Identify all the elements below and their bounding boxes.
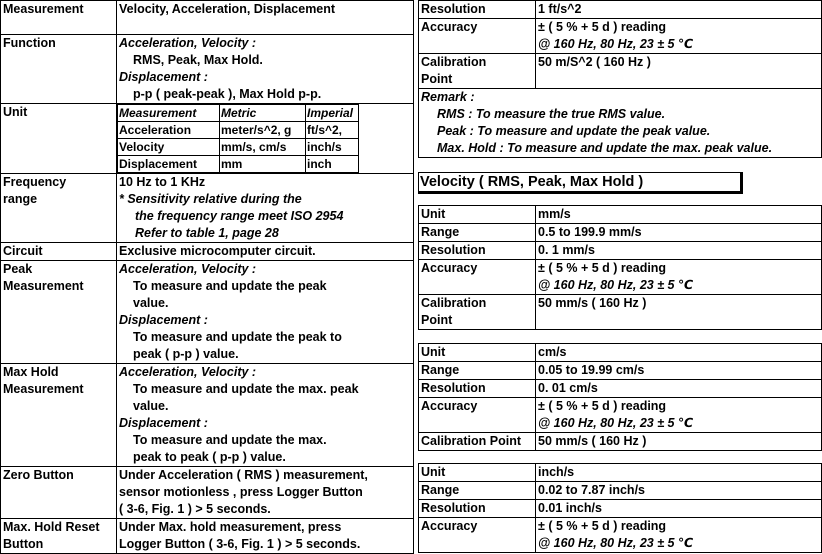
remark-label: Remark : xyxy=(421,90,475,104)
peak-label-line: Peak xyxy=(3,262,33,276)
remark-line: Peak : To measure and update the peak value. xyxy=(437,124,711,138)
velocity-mm-table xyxy=(418,205,822,330)
function-value xyxy=(117,35,414,104)
calibration-label-line: Calibration xyxy=(421,296,487,310)
right-spec-column xyxy=(416,0,822,158)
accuracy-line: ± ( 5 % + 5 d ) reading xyxy=(538,519,667,533)
zero-line: ( 3-6, Fig. 1 ) > 5 seconds. xyxy=(119,502,271,516)
maxreset-label xyxy=(1,519,117,554)
maxreset-value xyxy=(117,519,414,554)
maxreset-line: Logger Button ( 3-6, Fig. 1 ) > 5 seconds. xyxy=(119,537,361,551)
zero-button-value xyxy=(117,467,414,519)
resolution-label: Resolution xyxy=(419,500,536,518)
unit-value: inch/s xyxy=(536,464,822,482)
remark-line: Max. Hold : To measure and update the max. peak value. xyxy=(437,141,773,155)
accel-imperial-table xyxy=(418,0,822,158)
frequency-label xyxy=(1,174,117,243)
velocity-cm-table xyxy=(418,343,822,451)
accuracy-label: Accuracy xyxy=(419,398,536,433)
peak-line: To measure and update the peak xyxy=(133,279,327,293)
calibration-label xyxy=(419,54,536,89)
peak-label-line: Measurement xyxy=(3,279,84,293)
velocity-cm-block xyxy=(416,343,822,451)
resolution-value: 1 ft/s^2 xyxy=(536,1,822,19)
accuracy-label: Accuracy xyxy=(419,260,536,295)
measurement-value: Velocity, Acceleration, Displacement xyxy=(117,1,414,35)
unit-cell: inch xyxy=(306,156,359,173)
circuit-value: Exclusive microcomputer circuit. xyxy=(117,243,414,261)
function-line: p-p ( peak-peak ), Max Hold p-p. xyxy=(133,87,322,101)
zero-button-label: Zero Button xyxy=(1,467,117,519)
accuracy-value xyxy=(536,518,822,553)
frequency-line: the frequency range meet ISO 2954 xyxy=(135,209,344,223)
unit-label: Unit xyxy=(419,464,536,482)
accuracy-line: ± ( 5 % + 5 d ) reading xyxy=(538,20,667,34)
resolution-label: Resolution xyxy=(419,380,536,398)
unit-cell: ft/s^2, xyxy=(306,122,359,139)
unit-cell: inch/s xyxy=(306,139,359,156)
peak-line: Acceleration, Velocity : xyxy=(119,262,257,276)
maxhold-line: Acceleration, Velocity : xyxy=(119,365,257,379)
frequency-line: * Sensitivity relative during the xyxy=(119,192,302,206)
maxhold-line: To measure and update the max. xyxy=(133,433,327,447)
remark-cell xyxy=(419,89,822,158)
calibration-value: 50 mm/s ( 160 Hz ) xyxy=(536,295,822,330)
remark-line: RMS : To measure the true RMS value. xyxy=(437,107,666,121)
measurement-label: Measurement xyxy=(1,1,117,35)
frequency-label-line: Frequency xyxy=(3,175,67,189)
accuracy-label: Accuracy xyxy=(419,19,536,54)
peak-line: To measure and update the peak to xyxy=(133,330,342,344)
range-value: 0.05 to 19.99 cm/s xyxy=(536,362,822,380)
resolution-label: Resolution xyxy=(419,1,536,19)
accuracy-condition: @ 160 Hz, 80 Hz, 23 ± 5 ℃ xyxy=(538,278,694,292)
accuracy-value xyxy=(536,19,822,54)
accuracy-value xyxy=(536,260,822,295)
unit-value: mm/s xyxy=(536,206,822,224)
maxhold-line: peak to peak ( p-p ) value. xyxy=(133,450,286,464)
circuit-label: Circuit xyxy=(1,243,117,261)
calibration-label-line: Calibration xyxy=(421,55,487,69)
peak-line: Displacement : xyxy=(119,313,208,327)
resolution-label: Resolution xyxy=(419,242,536,260)
function-line: Displacement : xyxy=(119,70,208,84)
velocity-inch-block xyxy=(416,463,822,553)
function-line: Acceleration, Velocity : xyxy=(119,36,257,50)
range-label: Range xyxy=(419,362,536,380)
range-value: 0.5 to 199.9 mm/s xyxy=(536,224,822,242)
resolution-value: 0.01 inch/s xyxy=(536,500,822,518)
calibration-value: 50 m/S^2 ( 160 Hz ) xyxy=(536,54,822,89)
zero-line: sensor motionless , press Logger Button xyxy=(119,485,363,499)
accuracy-condition: @ 160 Hz, 80 Hz, 23 ± 5 ℃ xyxy=(538,37,694,51)
maxhold-label xyxy=(1,364,117,467)
unit-value: cm/s xyxy=(536,344,822,362)
unit-cell: mm xyxy=(220,156,306,173)
velocity-inch-table xyxy=(418,463,822,553)
function-line: RMS, Peak, Max Hold. xyxy=(133,53,263,67)
range-value: 0.02 to 7.87 inch/s xyxy=(536,482,822,500)
accuracy-line: ± ( 5 % + 5 d ) reading xyxy=(538,399,667,413)
maxhold-line: Displacement : xyxy=(119,416,208,430)
function-label: Function xyxy=(1,35,117,104)
resolution-value: 0. 01 cm/s xyxy=(536,380,822,398)
resolution-value: 0. 1 mm/s xyxy=(536,242,822,260)
calibration-label-line: Point xyxy=(421,72,453,86)
unit-cell: Velocity xyxy=(118,139,220,156)
frequency-value xyxy=(117,174,414,243)
unit-cell: meter/s^2, g xyxy=(220,122,306,139)
accuracy-condition: @ 160 Hz, 80 Hz, 23 ± 5 ℃ xyxy=(538,416,694,430)
unit-header: Measurement xyxy=(118,105,220,122)
unit-header: Imperial xyxy=(306,105,359,122)
maxreset-label-line: Max. Hold Reset xyxy=(3,520,100,534)
velocity-mm-block xyxy=(416,205,822,330)
frequency-line: Refer to table 1, page 28 xyxy=(135,226,279,240)
unit-subtable xyxy=(117,104,359,173)
calibration-label xyxy=(419,295,536,330)
unit-header: Metric xyxy=(220,105,306,122)
accuracy-line: ± ( 5 % + 5 d ) reading xyxy=(538,261,667,275)
maxhold-value xyxy=(117,364,414,467)
peak-label xyxy=(1,261,117,364)
frequency-label-line: range xyxy=(3,192,38,206)
calibration-value: 50 mm/s ( 160 Hz ) xyxy=(536,433,822,451)
range-label: Range xyxy=(419,224,536,242)
maxhold-label-line: Max Hold xyxy=(3,365,59,379)
calibration-label-line: Point xyxy=(421,313,453,327)
maxhold-line: To measure and update the max. peak xyxy=(133,382,359,396)
unit-cell: mm/s, cm/s xyxy=(220,139,306,156)
unit-label: Unit xyxy=(419,206,536,224)
unit-label: Unit xyxy=(1,104,117,174)
maxreset-line: Under Max. hold measurement, press xyxy=(119,520,342,534)
accuracy-condition: @ 160 Hz, 80 Hz, 23 ± 5 ℃ xyxy=(538,536,694,550)
calibration-label: Calibration Point xyxy=(419,433,536,451)
maxreset-label-line: Button xyxy=(3,537,44,551)
range-label: Range xyxy=(419,482,536,500)
maxhold-label-line: Measurement xyxy=(3,382,84,396)
accuracy-value xyxy=(536,398,822,433)
maxhold-line: value. xyxy=(133,399,169,413)
unit-cell: Acceleration xyxy=(118,122,220,139)
peak-line: peak ( p-p ) value. xyxy=(133,347,239,361)
unit-cell: Displacement xyxy=(118,156,220,173)
frequency-line: 10 Hz to 1 KHz xyxy=(119,175,206,189)
accuracy-label: Accuracy xyxy=(419,518,536,553)
velocity-section-title: Velocity ( RMS, Peak, Max Hold ) xyxy=(418,172,743,194)
unit-label: Unit xyxy=(419,344,536,362)
zero-line: Under Acceleration ( RMS ) measurement, xyxy=(119,468,368,482)
peak-line: value. xyxy=(133,296,169,310)
peak-value xyxy=(117,261,414,364)
